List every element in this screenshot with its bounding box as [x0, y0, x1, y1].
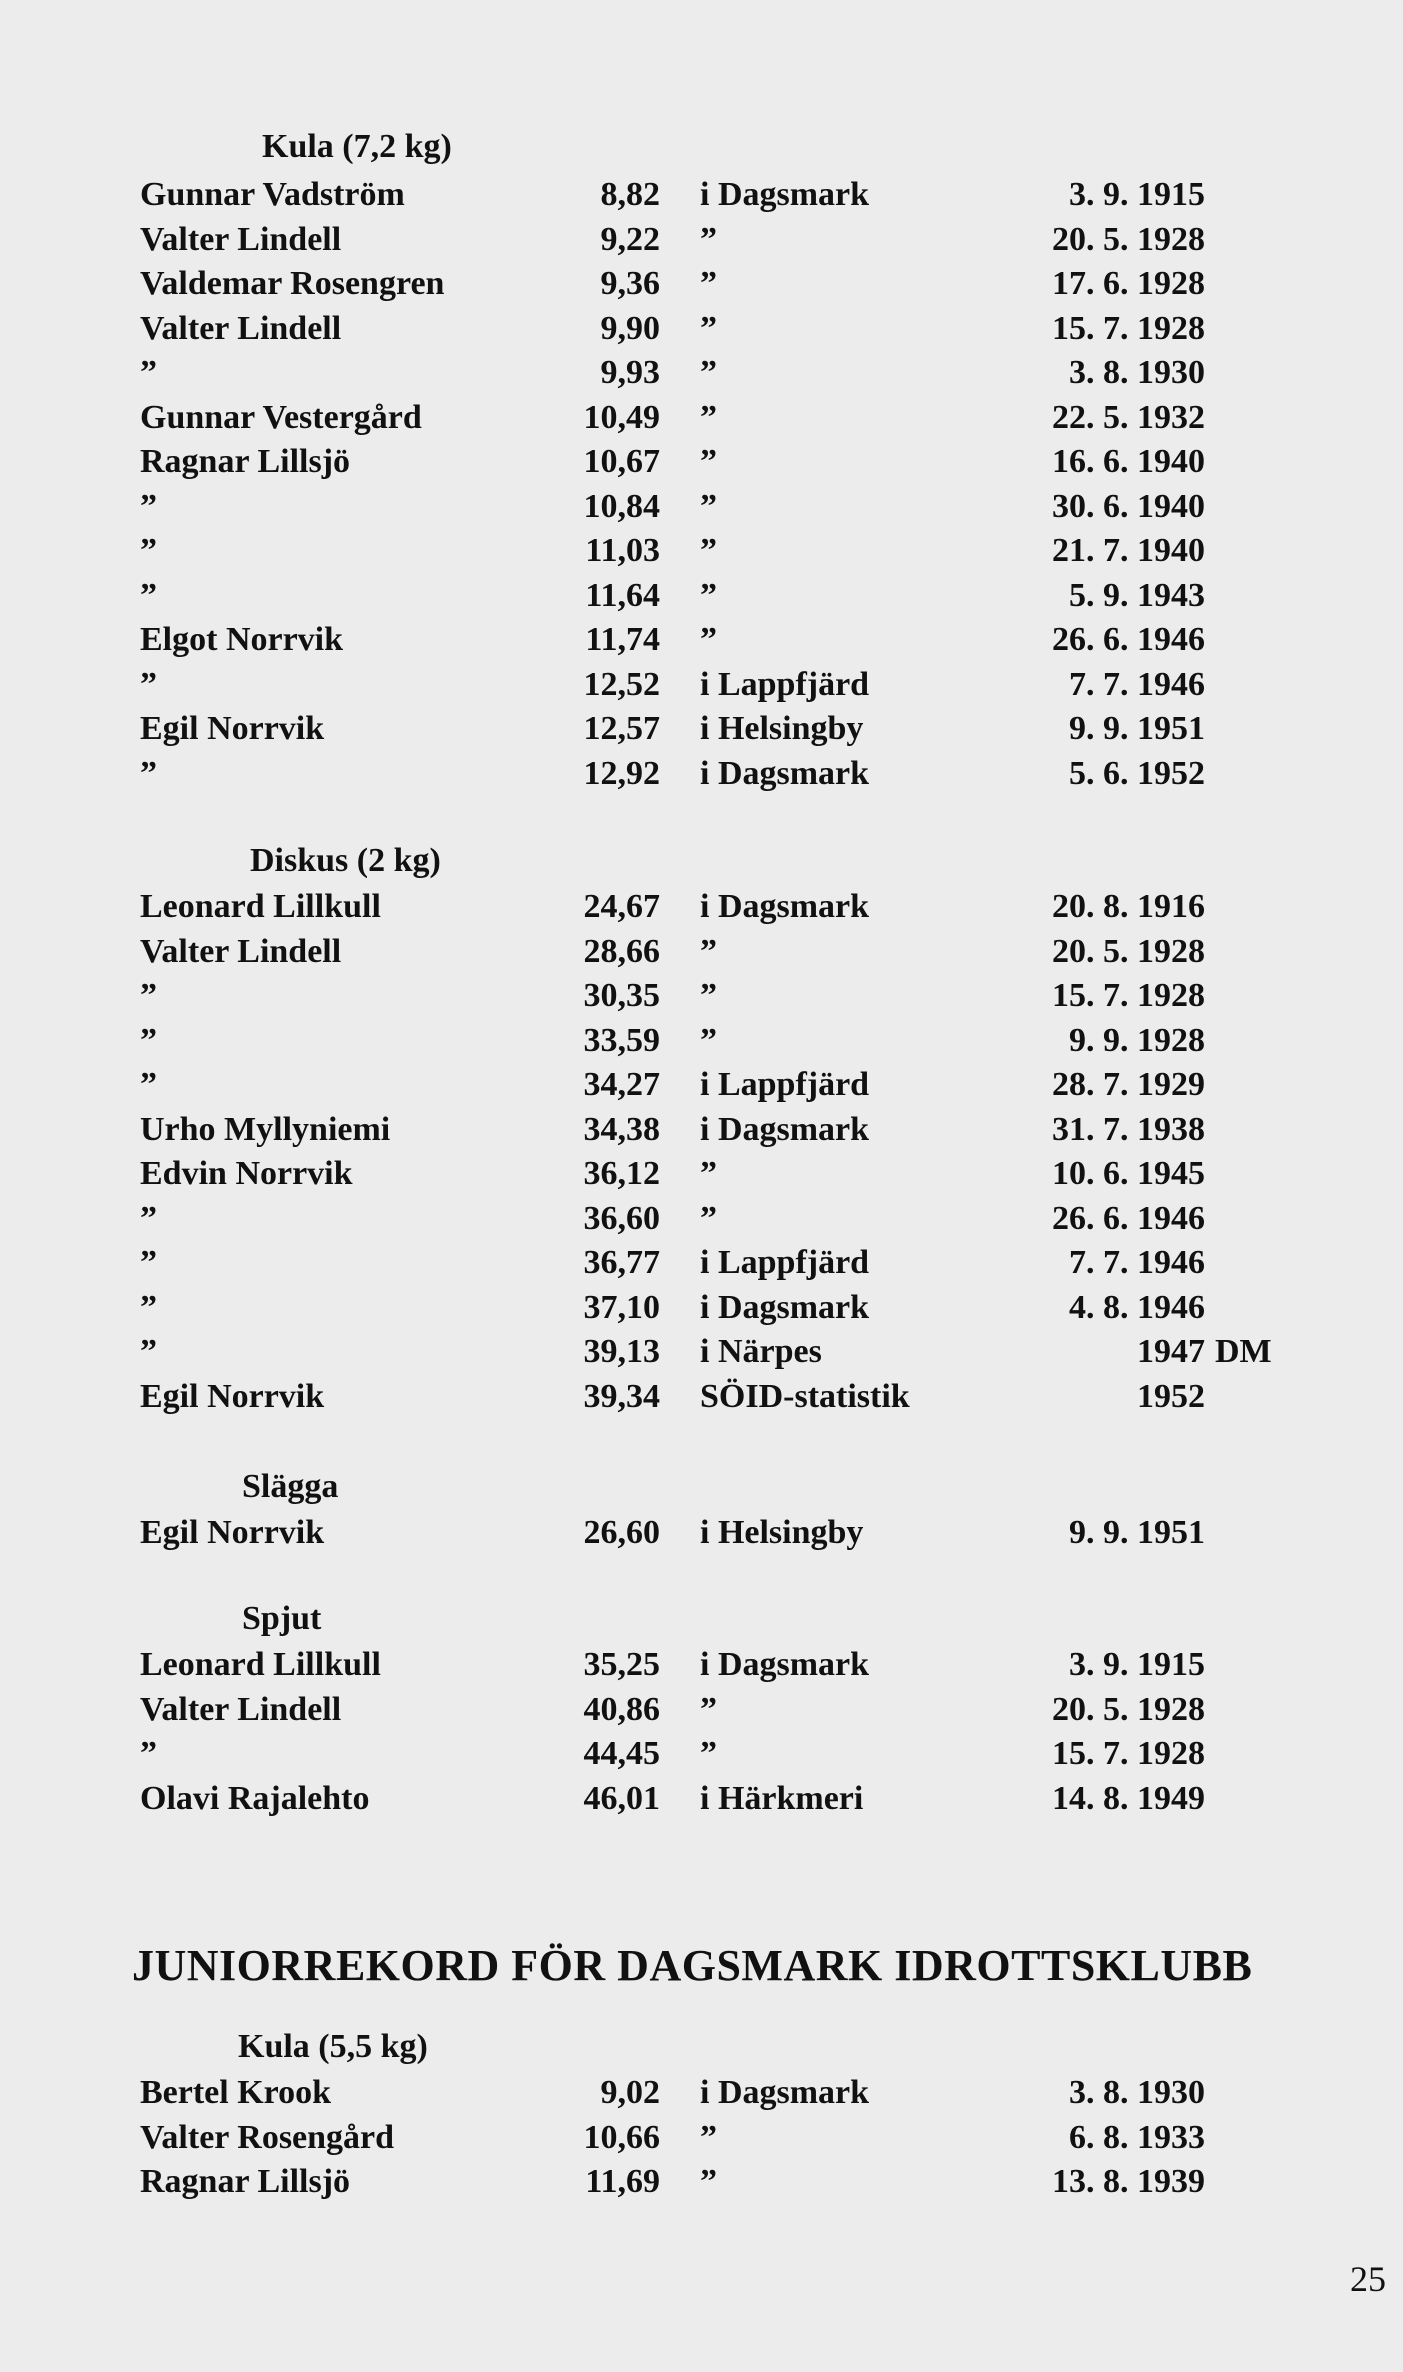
- record-date: 28. 7. 1929: [1052, 1066, 1205, 1103]
- record-name: Elgot Norrvik: [140, 621, 344, 658]
- record-date: 15. 7. 1928: [1052, 309, 1205, 347]
- record-name: ”: [140, 1021, 157, 1059]
- record-row: [0, 310, 1403, 354]
- record-place: ”: [700, 1199, 717, 1237]
- record-result: 11,64: [585, 576, 660, 614]
- record-name: ”: [140, 576, 157, 614]
- record-result: 10,84: [583, 487, 660, 525]
- record-date: 3. 8. 1930: [1069, 354, 1205, 391]
- record-result: 39,13: [583, 1333, 660, 1370]
- record-row: [0, 2074, 1403, 2118]
- record-name: Valter Lindell: [140, 1690, 342, 1728]
- record-place: ”: [700, 532, 717, 569]
- record-name: ”: [140, 1066, 157, 1103]
- record-row: [0, 1514, 1403, 1558]
- record-row: [0, 888, 1403, 932]
- record-row: [0, 621, 1403, 665]
- record-row: [0, 1646, 1403, 1690]
- record-place: ”: [700, 354, 717, 391]
- record-name: Leonard Lillkull: [140, 1646, 381, 1683]
- record-result: 26,60: [583, 1514, 660, 1551]
- record-row: [0, 1378, 1403, 1422]
- record-result: 28,66: [583, 932, 660, 970]
- record-place: ”: [700, 309, 717, 347]
- record-row: [0, 265, 1403, 309]
- record-place: ”: [700, 932, 717, 970]
- record-name: Valter Rosengård: [140, 2118, 395, 2156]
- record-place: i Lappfjärd: [700, 1066, 870, 1103]
- record-result: 40,86: [583, 1690, 660, 1728]
- record-date: 17. 6. 1928: [1052, 265, 1205, 302]
- record-place: i Dagsmark: [700, 2074, 870, 2111]
- record-result: 10,49: [583, 398, 660, 436]
- section-heading: Slägga: [242, 1468, 339, 1505]
- record-name: Gunnar Vadström: [140, 176, 405, 213]
- record-name: Egil Norrvik: [140, 1514, 325, 1551]
- record-result: 12,57: [583, 710, 660, 747]
- junior-records-title: JUNIORREKORD FÖR DAGSMARK IDROTTSKLUBB: [132, 1941, 1253, 1990]
- record-place: i Dagsmark: [700, 1646, 870, 1683]
- record-row: [0, 221, 1403, 265]
- record-name: ”: [140, 487, 157, 525]
- record-place: ”: [700, 1021, 717, 1059]
- record-date: 1952: [1137, 1377, 1205, 1415]
- record-note: DM: [1215, 1333, 1272, 1370]
- record-place: i Lappfjärd: [700, 1244, 870, 1281]
- record-row: [0, 1066, 1403, 1110]
- record-row: [0, 1111, 1403, 1155]
- record-date: 7. 7. 1946: [1069, 665, 1205, 703]
- record-result: 12,92: [583, 754, 660, 792]
- record-date: 3. 9. 1915: [1069, 176, 1205, 213]
- record-date: 21. 7. 1940: [1052, 532, 1205, 569]
- record-place: SÖID-statistik: [700, 1377, 910, 1415]
- record-row: [0, 1333, 1403, 1377]
- record-result: 36,60: [583, 1199, 660, 1237]
- record-name: Egil Norrvik: [140, 710, 325, 747]
- record-place: ”: [700, 1155, 717, 1192]
- record-result: 37,10: [583, 1288, 660, 1326]
- record-name: Ragnar Lillsjö: [140, 2163, 351, 2200]
- record-date: 1947: [1137, 1333, 1205, 1370]
- record-name: ”: [140, 754, 157, 792]
- record-date: 20. 5. 1928: [1052, 220, 1205, 258]
- record-place: ”: [700, 443, 717, 480]
- record-name: Valter Lindell: [140, 220, 342, 258]
- record-place: ”: [700, 398, 717, 436]
- record-date: 9. 9. 1928: [1069, 1021, 1205, 1059]
- record-place: ”: [700, 621, 717, 658]
- record-result: 46,01: [583, 1779, 660, 1817]
- record-row: [0, 710, 1403, 754]
- record-name: ”: [140, 1333, 157, 1370]
- record-result: 33,59: [583, 1021, 660, 1059]
- record-result: 12,52: [583, 665, 660, 703]
- record-result: 9,36: [600, 265, 660, 302]
- record-row: [0, 1691, 1403, 1735]
- record-name: Olavi Rajalehto: [140, 1779, 370, 1817]
- record-result: 11,74: [585, 621, 660, 658]
- record-place: i Lappfjärd: [700, 665, 870, 703]
- record-row: [0, 2163, 1403, 2207]
- record-place: i Dagsmark: [700, 754, 870, 792]
- record-name: ”: [140, 1735, 157, 1772]
- record-row: [0, 666, 1403, 710]
- record-row: [0, 399, 1403, 443]
- record-place: ”: [700, 220, 717, 258]
- record-date: 15. 7. 1928: [1052, 1735, 1205, 1772]
- record-result: 11,69: [585, 2163, 660, 2200]
- record-date: 5. 6. 1952: [1069, 754, 1205, 792]
- record-date: 9. 9. 1951: [1069, 1514, 1205, 1551]
- record-name: ”: [140, 977, 157, 1014]
- record-row: [0, 1022, 1403, 1066]
- record-result: 9,93: [600, 354, 660, 391]
- record-place: ”: [700, 2118, 717, 2156]
- record-date: 10. 6. 1945: [1052, 1155, 1205, 1192]
- record-place: i Dagsmark: [700, 888, 870, 925]
- record-place: i Helsingby: [700, 1514, 864, 1551]
- record-date: 6. 8. 1933: [1069, 2118, 1205, 2156]
- record-place: i Dagsmark: [700, 1110, 870, 1148]
- record-name: Valdemar Rosengren: [140, 265, 445, 302]
- record-result: 30,35: [583, 977, 660, 1014]
- record-name: Ragnar Lillsjö: [140, 443, 351, 480]
- record-row: [0, 1200, 1403, 1244]
- record-name: ”: [140, 532, 157, 569]
- section-heading: Spjut: [242, 1600, 322, 1637]
- record-place: i Dagsmark: [700, 1288, 870, 1326]
- record-place: ”: [700, 977, 717, 1014]
- record-place: i Närpes: [700, 1333, 822, 1370]
- record-result: 9,22: [600, 220, 660, 258]
- record-date: 5. 9. 1943: [1069, 576, 1205, 614]
- record-result: 8,82: [600, 176, 660, 213]
- record-name: ”: [140, 1288, 157, 1326]
- record-name: Bertel Krook: [140, 2074, 332, 2111]
- record-place: ”: [700, 576, 717, 614]
- record-row: [0, 577, 1403, 621]
- record-place: ”: [700, 487, 717, 525]
- record-date: 20. 8. 1916: [1052, 888, 1205, 925]
- record-result: 35,25: [583, 1646, 660, 1683]
- record-row: [0, 443, 1403, 487]
- record-result: 39,34: [583, 1377, 660, 1415]
- record-name: Edvin Norrvik: [140, 1155, 353, 1192]
- record-result: 10,67: [583, 443, 660, 480]
- record-place: i Härkmeri: [700, 1779, 864, 1817]
- record-date: 16. 6. 1940: [1052, 443, 1205, 480]
- record-name: Leonard Lillkull: [140, 888, 381, 925]
- record-result: 44,45: [583, 1735, 660, 1772]
- record-name: Urho Myllyniemi: [140, 1110, 391, 1148]
- record-date: 22. 5. 1932: [1052, 398, 1205, 436]
- record-date: 7. 7. 1946: [1069, 1244, 1205, 1281]
- record-date: 20. 5. 1928: [1052, 932, 1205, 970]
- record-row: [0, 532, 1403, 576]
- record-result: 34,27: [583, 1066, 660, 1103]
- record-result: 34,38: [583, 1110, 660, 1148]
- record-row: [0, 1735, 1403, 1779]
- record-place: i Dagsmark: [700, 176, 870, 213]
- record-result: 10,66: [583, 2118, 660, 2156]
- record-result: 11,03: [585, 532, 660, 569]
- record-row: [0, 1289, 1403, 1333]
- page-number: 25: [1350, 2259, 1386, 2299]
- record-name: Egil Norrvik: [140, 1377, 325, 1415]
- record-name: ”: [140, 665, 157, 703]
- record-name: ”: [140, 1244, 157, 1281]
- section-heading: Kula (7,2 kg): [262, 128, 452, 165]
- record-row: [0, 977, 1403, 1021]
- record-place: ”: [700, 1690, 717, 1728]
- record-date: 14. 8. 1949: [1052, 1779, 1205, 1817]
- record-row: [0, 1244, 1403, 1288]
- record-place: ”: [700, 2163, 717, 2200]
- record-date: 13. 8. 1939: [1052, 2163, 1205, 2200]
- record-result: 36,77: [583, 1244, 660, 1281]
- record-date: 20. 5. 1928: [1052, 1690, 1205, 1728]
- record-name: Valter Lindell: [140, 309, 342, 347]
- record-row: [0, 933, 1403, 977]
- record-date: 9. 9. 1951: [1069, 710, 1205, 747]
- record-row: [0, 176, 1403, 220]
- record-name: ”: [140, 354, 157, 391]
- record-name: ”: [140, 1199, 157, 1237]
- record-date: 31. 7. 1938: [1052, 1110, 1205, 1148]
- record-row: [0, 488, 1403, 532]
- section-heading: Kula (5,5 kg): [238, 2028, 428, 2065]
- record-date: 3. 9. 1915: [1069, 1646, 1205, 1683]
- record-date: 3. 8. 1930: [1069, 2074, 1205, 2111]
- record-name: Gunnar Vestergård: [140, 398, 422, 436]
- record-result: 24,67: [583, 888, 660, 925]
- record-place: ”: [700, 1735, 717, 1772]
- record-row: [0, 755, 1403, 799]
- record-date: 15. 7. 1928: [1052, 977, 1205, 1014]
- record-place: ”: [700, 265, 717, 302]
- record-row: [0, 1155, 1403, 1199]
- record-row: [0, 1780, 1403, 1824]
- record-row: [0, 2119, 1403, 2163]
- record-row: [0, 354, 1403, 398]
- record-result: 9,90: [600, 309, 660, 347]
- record-name: Valter Lindell: [140, 932, 342, 970]
- record-date: 30. 6. 1940: [1052, 487, 1205, 525]
- record-date: 26. 6. 1946: [1052, 1199, 1205, 1237]
- record-result: 9,02: [600, 2074, 660, 2111]
- section-heading: Diskus (2 kg): [250, 842, 441, 879]
- record-date: 26. 6. 1946: [1052, 621, 1205, 658]
- record-date: 4. 8. 1946: [1069, 1288, 1205, 1326]
- record-result: 36,12: [583, 1155, 660, 1192]
- record-place: i Helsingby: [700, 710, 864, 747]
